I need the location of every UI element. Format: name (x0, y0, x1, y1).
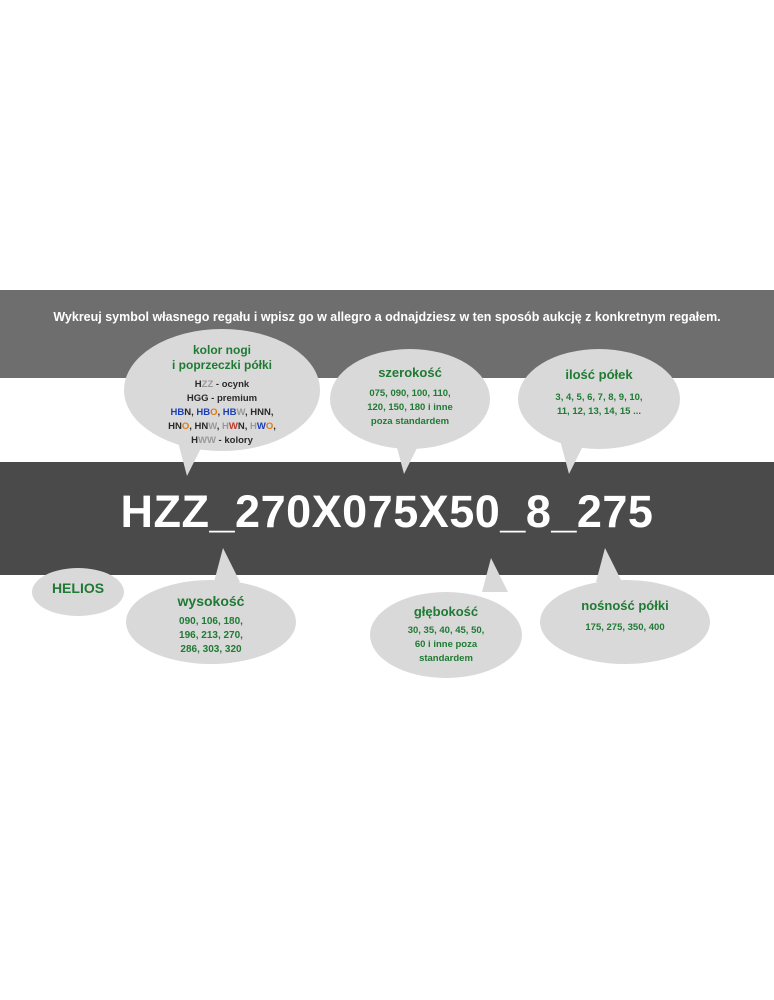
callout-tail-wysokosc (214, 548, 240, 582)
callout-szerokosc (330, 349, 490, 449)
product-code-text: HZZ_270X075X50_8_275 (120, 486, 654, 537)
callout-wysokosc-title: wysokość (177, 593, 245, 609)
callout-kolor-nogi-title-1: kolor nogi (193, 343, 251, 357)
symbol-explainer-diagram (0, 290, 774, 690)
ilosc-polek-line-2: 11, 12, 13, 14, 15 ... (557, 406, 641, 417)
kolor-line-4: HNO, HNW, HWN, HWO, (168, 421, 276, 432)
szerokosc-line-3: poza standardem (370, 416, 450, 427)
ilosc-polek-line-1: 3, 4, 5, 6, 7, 8, 9, 10, (555, 392, 643, 403)
callout-nosnosc-polki-body (540, 621, 710, 635)
callout-brand-helios-label: HELIOS (51, 580, 105, 596)
headline-text: Wykreuj symbol własnego regału i wpisz go w allegro a odnajdziesz w ten sposób aukcję z konkretnym regałem. (53, 310, 721, 324)
glebokosc-line-2: 60 i inne poza (414, 639, 478, 650)
callout-ilosc-polek-title: ilość półek (565, 367, 633, 382)
callout-nosnosc-polki-title: nośność półki (581, 598, 669, 613)
callout-kolor-nogi-title-2: i poprzeczki półki (171, 358, 273, 372)
szerokosc-line-1: 075, 090, 100, 110, (369, 388, 451, 399)
wysokosc-line-1: 090, 106, 180, (179, 616, 243, 627)
glebokosc-line-3: standardem (419, 653, 473, 664)
kolor-line-2: HGG - premium (186, 393, 258, 404)
callout-brand-helios (32, 568, 124, 616)
kolor-line-1: HZZ - ocynk (194, 379, 250, 390)
callout-szerokosc-title: szerokość (378, 365, 442, 380)
callout-glebokosc (370, 592, 522, 678)
callout-ilosc-polek (518, 349, 680, 449)
callout-glebokosc-title: głębokość (413, 604, 479, 619)
callout-kolor-nogi (124, 329, 320, 451)
callout-tail-glebokosc (482, 558, 508, 592)
callout-glebokosc-body (370, 624, 522, 666)
callout-kolor-nogi-body (124, 378, 320, 448)
wysokosc-line-3: 286, 303, 320 (180, 644, 242, 655)
callout-ilosc-polek-body (518, 391, 680, 419)
glebokosc-line-1: 30, 35, 40, 45, 50, (407, 625, 485, 636)
callout-nosnosc-polki (540, 580, 710, 664)
szerokosc-line-2: 120, 150, 180 i inne (367, 402, 453, 413)
callout-wysokosc-body (126, 615, 296, 657)
wysokosc-line-2: 196, 213, 270, (179, 630, 243, 641)
callout-wysokosc (126, 580, 296, 664)
callout-szerokosc-body (330, 387, 490, 429)
kolor-line-3: HBN, HBO, HBW, HNN, (170, 407, 274, 418)
nosnosc-polki-line-1: 175, 275, 350, 400 (585, 622, 665, 633)
kolor-line-5: HWW - kolory (191, 435, 253, 446)
callout-tail-nosnosc-polki (596, 548, 622, 582)
